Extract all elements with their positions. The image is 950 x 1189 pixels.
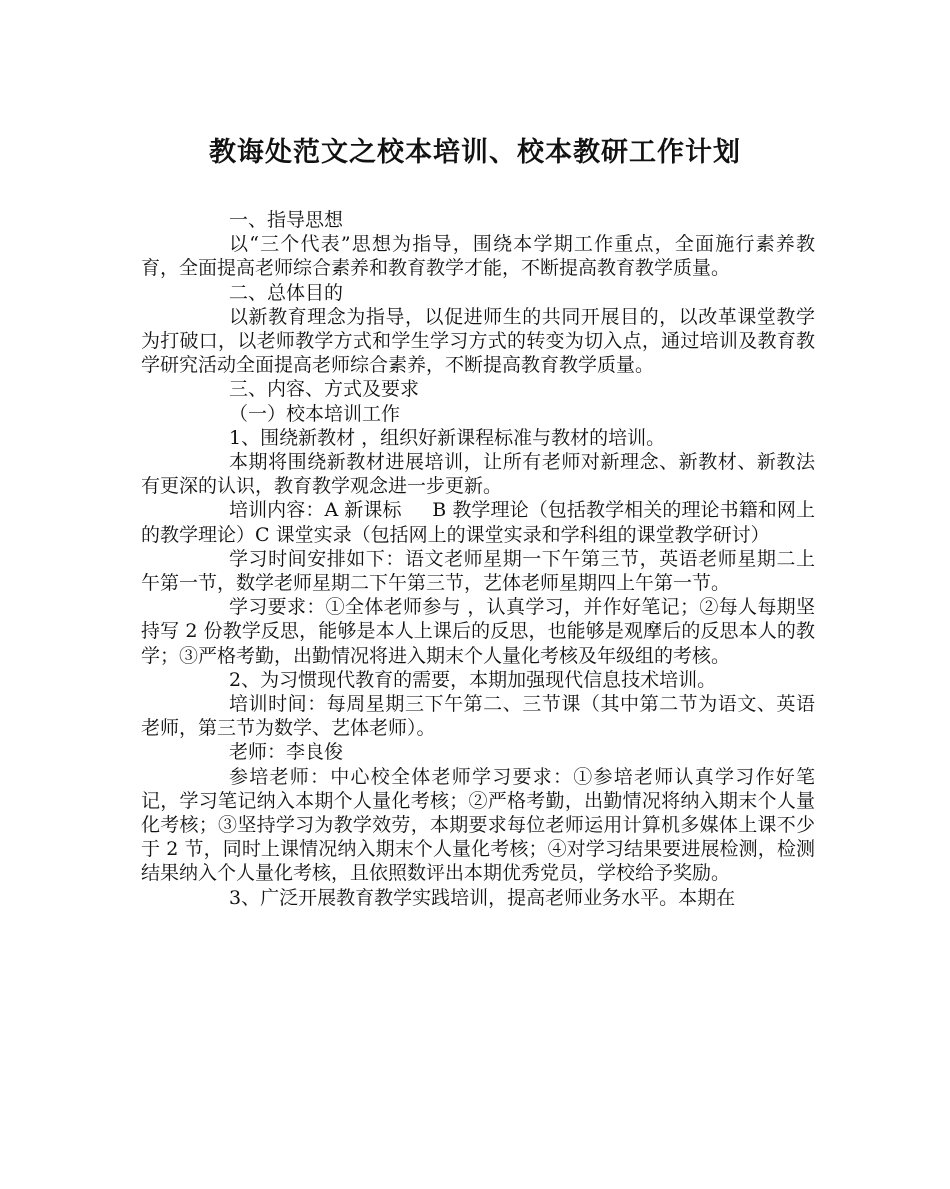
paragraph-study-schedule: 学习时间安排如下：语文老师星期一下午第三节，英语老师星期二上午第一节，数学老师星期二下午第三节，艺体老师星期四上午第一节。 bbox=[141, 547, 815, 595]
paragraph-guiding-ideology: 以“三个代表”思想为指导，围绕本学期工作重点，全面施行素养教育，全面提高老师综合素养和教育教学才能，不断提高教育教学质量。 bbox=[141, 233, 815, 280]
paragraph-training-content: 培训内容：A 新课标 B 教学理论（包括教学相关的理论书籍和网上的教学理论）C 课堂实录（包括网上的课堂实录和学科组的课堂教学研讨） bbox=[141, 499, 815, 546]
paragraph-participants: 参培老师：中心校全体老师学习要求：①参培老师认真学习作好笔记，学习笔记纳入本期个人量化考核；②严格考勤，出勤情况将纳入期末个人量化考核；③坚持学习为教学效劳，本期要求每位老师运用计算机多媒体上课不少于 2 节，同时上课情况纳入期末个人量化考核；④对学习结果要进展检测，检测结果纳入个人量化考核，且依照数评出本期优秀党员，学校给予奖励。 bbox=[141, 765, 815, 885]
paragraph-overall-goal: 以新教育理念为指导，以促进师生的共同开展目的，以改革课堂教学为打破口，以老师教学方式和学生学习方式的转变为切入点，通过培训及教育教学研究活动全面提高老师综合素养，不断提高教育教学质量。 bbox=[141, 305, 815, 377]
heading-content-methods: 三、内容、方式及要求 bbox=[229, 378, 420, 401]
subheading-school-training: （一）校本培训工作 bbox=[229, 402, 401, 425]
paragraph-training-time: 培训时间：每周星期三下午第二、三节课（其中第二节为语文、英语老师，第三节为数学、艺体老师）。 bbox=[141, 693, 815, 740]
item-2-it-training: 2、为习惯现代教育的需要，本期加强现代信息技术培训。 bbox=[229, 668, 717, 691]
item-1-new-textbook: 1、围绕新教材 ，组织好新课程标准与教材的培训。 bbox=[229, 426, 666, 449]
heading-guiding-ideology: 一、指导思想 bbox=[229, 209, 344, 231]
paragraph-teacher: 老师：李良俊 bbox=[229, 741, 344, 764]
document-title: 教诲处范文之校本培训、校本教研工作计划 bbox=[209, 137, 741, 168]
paragraph-training-focus: 本期将围绕新教材进展培训，让所有老师对新理念、新教材、新教法有更深的认识，教育教学观念进一步更新。 bbox=[141, 451, 815, 498]
item-3-practice-training: 3、广泛开展教育教学实践培训，提高老师业务水平。本期在 bbox=[229, 886, 736, 909]
paragraph-study-requirements: 学习要求：①全体老师参与 ，认真学习，并作好笔记；②每人每期坚持写 2 份教学反思，能够是本人上课后的反思，也能够是观摩后的反思本人的教学；③严格考勤，出勤情况将进入期末个人量化考核及年级组的考核。 bbox=[141, 596, 815, 667]
heading-overall-goal: 二、总体目的 bbox=[229, 281, 344, 304]
document-body bbox=[141, 208, 815, 910]
